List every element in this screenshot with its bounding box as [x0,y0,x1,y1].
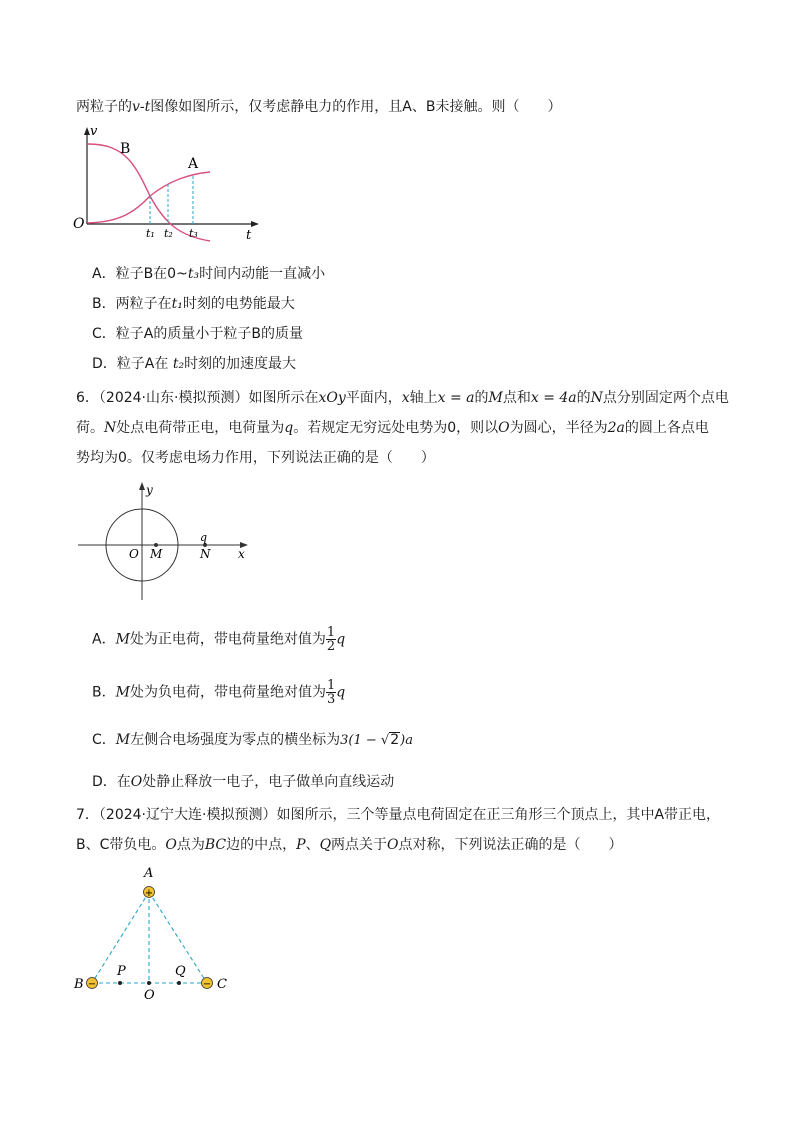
q6-origin-label: O [129,547,139,561]
q7-stem-line1: 7．（2024·辽宁大连·模拟预测）如图所示，三个等量点电荷固定在正三角形三个顶点上，其中A带正电， [76,807,721,823]
q7-b-label: B [74,977,84,992]
q6-n-label: N [200,547,211,561]
q6-y-label: y [146,483,153,497]
q5-t2-label: t₂ [164,227,173,240]
q6-option-a[interactable]: A．M处为正电荷，带电荷量绝对值为 $\frac{1}{2}$ q [92,625,346,654]
q5-option-a[interactable]: A．粒子B在0~t₃时间内动能一直减小 [92,266,326,282]
q7-q-label: Q [175,964,186,979]
q5-curve-a-label: A [188,156,199,172]
q5-y-label: v [90,124,98,139]
q6-option-c[interactable]: C．M左侧合电场强度为零点的横坐标为3(1 − √2)a [92,732,413,748]
q5-vt-graph [70,124,270,244]
q6-option-b[interactable]: B．M处为负电荷，带电荷量绝对值为 $\frac{1}{3}$ q [92,678,346,707]
q5-curve-b-label: B [120,141,131,157]
q5-x-arrow [251,221,259,227]
q6-option-d[interactable]: D．在O处静止释放一电子，电子做单向直线运动 [92,774,395,790]
q5-option-c[interactable]: C．粒子A的质量小于粒子B的质量 [92,326,303,342]
q7-p-label: P [117,964,126,979]
q5-t3-label: t₃ [189,227,198,240]
q7-charge-b-sign: − [87,979,97,990]
q5-stem: 两粒子的v-t图像如图所示，仅考虑静电力的作用，且A、B未接触。则（ ） [76,99,562,115]
q7-stem-line2: B、C带负电。O点为BC边的中点，P、Q两点关于O点对称，下列说法正确的是（ ） [76,837,623,853]
q7-o-label: O [144,988,155,1003]
q7-charge-a-sign: + [144,888,154,899]
q6-stem-line1: 6．（2024·山东·模拟预测）如图所示在xOy平面内，x轴上x = a的M点和x = 4a的N点分别固定两个点电 [76,390,729,406]
q6-stem-line3: 势均为0。仅考虑电场力作用，下列说法正确的是（ ） [76,450,435,466]
q6-m-label: M [150,547,163,561]
q6-x-label: x [238,547,245,561]
q5-t1-label: t₁ [146,227,155,240]
q6-stem-line2: 荷。N处点电荷带正电，电荷量为q。若规定无穷远处电势为0，则以O为圆心，半径为2a的圆上各点电 [76,420,709,436]
q7-triangle-diagram [72,862,242,1007]
q7-point-p [118,981,122,985]
q5-origin-label: O [73,216,85,232]
q6-q-label: q [200,531,208,544]
q5-option-d[interactable]: D．粒子A在 t₂时刻的加速度最大 [92,356,297,372]
q7-point-q [177,981,181,985]
fraction-one-third: $\frac{1}{3}$ [326,678,336,707]
q6-circle-diagram [74,478,259,603]
fraction-one-half: $\frac{1}{2}$ [326,625,336,654]
q7-a-label: A [144,866,154,881]
q7-charge-c-sign: − [202,979,212,990]
q6-y-arrow [139,482,145,490]
q5-option-b[interactable]: B．两粒子在t₁时刻的电势能最大 [92,296,295,312]
q5-curve-a [88,172,210,223]
q7-point-o [147,981,151,985]
q7-c-label: C [217,977,227,992]
q5-x-label: t [246,228,252,243]
